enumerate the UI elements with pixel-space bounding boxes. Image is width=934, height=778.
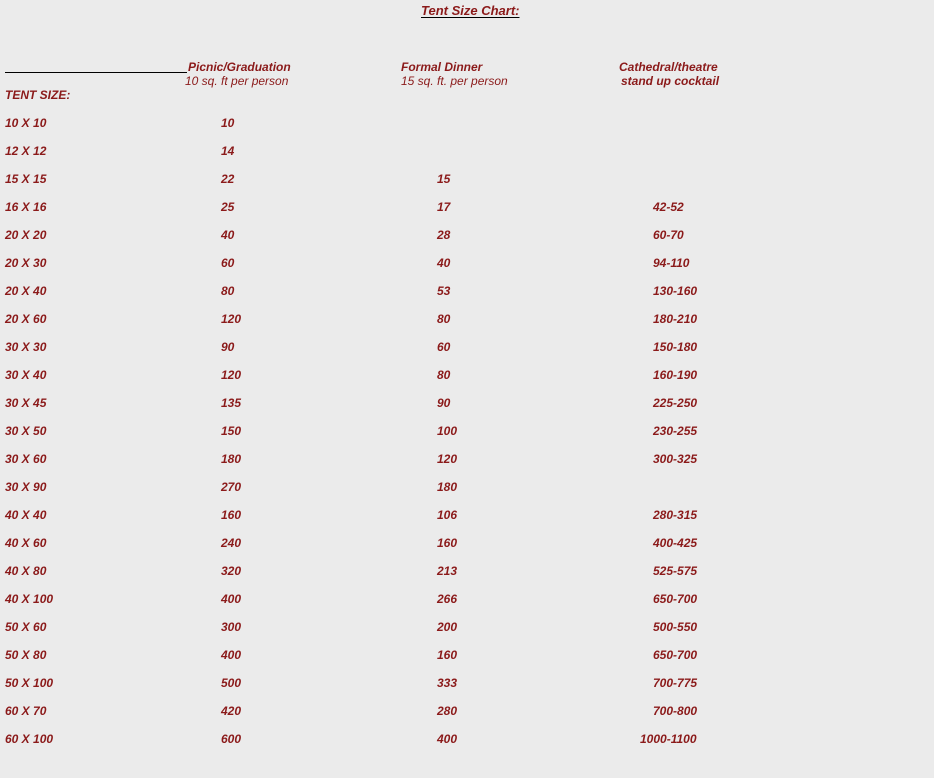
table-row [0,368,934,382]
cell-formal-capacity: 280 [437,704,458,718]
column-heading-picnic: Picnic/Graduation [188,60,291,74]
cell-tent-size: 40 X 60 [5,536,47,550]
cell-formal-capacity: 80 [437,368,451,382]
table-row [0,144,934,158]
cell-formal-capacity: 333 [437,676,458,690]
cell-formal-capacity: 120 [437,452,458,466]
cell-formal-capacity: 60 [437,340,451,354]
cell-tent-size: 30 X 60 [5,452,47,466]
cell-tent-size: 40 X 80 [5,564,47,578]
cell-cathedral-capacity: 150-180 [653,340,698,354]
cell-tent-size: 20 X 30 [5,256,47,270]
table-row [0,536,934,550]
column-subheading-formal: 15 sq. ft. per person [401,74,508,88]
cell-cathedral-capacity: 700-775 [653,676,698,690]
cell-tent-size: 30 X 40 [5,368,47,382]
cell-tent-size: 20 X 40 [5,284,47,298]
page-title: Tent Size Chart: [421,3,520,18]
column-heading-cathedral: Cathedral/theatre [619,60,718,74]
column-subheading-cathedral: stand up cocktail [621,74,720,88]
table-row [0,508,934,522]
cell-picnic-capacity: 180 [221,452,242,466]
column-heading-formal: Formal Dinner [401,60,483,74]
cell-formal-capacity: 28 [437,228,451,242]
cell-cathedral-capacity: 700-800 [653,704,698,718]
table-row [0,592,934,606]
cell-tent-size: 50 X 100 [5,676,54,690]
table-row [0,564,934,578]
cell-formal-capacity: 266 [437,592,458,606]
cell-picnic-capacity: 90 [221,340,235,354]
header-divider [5,72,187,73]
cell-tent-size: 50 X 60 [5,620,47,634]
cell-cathedral-capacity: 60-70 [653,228,684,242]
cell-tent-size: 30 X 30 [5,340,47,354]
cell-picnic-capacity: 10 [221,116,235,130]
cell-cathedral-capacity: 94-110 [653,256,690,270]
cell-cathedral-capacity: 130-160 [653,284,698,298]
cell-tent-size: 30 X 45 [5,396,47,410]
cell-picnic-capacity: 420 [221,704,242,718]
table-row [0,228,934,242]
cell-cathedral-capacity: 1000-1100 [640,732,697,746]
table-row [0,312,934,326]
cell-tent-size: 15 X 15 [5,172,47,186]
cell-cathedral-capacity: 300-325 [653,452,698,466]
cell-picnic-capacity: 400 [221,592,242,606]
cell-picnic-capacity: 22 [221,172,235,186]
cell-tent-size: 50 X 80 [5,648,47,662]
cell-formal-capacity: 160 [437,648,458,662]
cell-formal-capacity: 200 [437,620,458,634]
cell-cathedral-capacity: 230-255 [653,424,698,438]
cell-formal-capacity: 15 [437,172,451,186]
table-row [0,424,934,438]
table-row [0,200,934,214]
table-row [0,396,934,410]
column-subheading-picnic: 10 sq. ft per person [185,74,289,88]
column-heading-size: TENT SIZE: [5,88,71,102]
cell-formal-capacity: 100 [437,424,458,438]
cell-picnic-capacity: 25 [221,200,235,214]
cell-picnic-capacity: 400 [221,648,242,662]
cell-tent-size: 20 X 20 [5,228,47,242]
cell-cathedral-capacity: 180-210 [653,312,698,326]
cell-cathedral-capacity: 650-700 [653,592,698,606]
cell-picnic-capacity: 300 [221,620,242,634]
cell-cathedral-capacity: 400-425 [653,536,698,550]
table-row [0,284,934,298]
cell-formal-capacity: 17 [437,200,451,214]
table-row [0,732,934,746]
cell-formal-capacity: 160 [437,536,458,550]
cell-picnic-capacity: 120 [221,368,242,382]
cell-formal-capacity: 80 [437,312,451,326]
cell-tent-size: 30 X 90 [5,480,47,494]
cell-picnic-capacity: 500 [221,676,242,690]
cell-tent-size: 12 X 12 [5,144,47,158]
cell-tent-size: 40 X 40 [5,508,47,522]
table-row [0,704,934,718]
table-row [0,172,934,186]
cell-picnic-capacity: 160 [221,508,242,522]
cell-tent-size: 40 X 100 [5,592,54,606]
cell-tent-size: 10 X 10 [5,116,47,130]
cell-picnic-capacity: 40 [221,228,235,242]
cell-picnic-capacity: 135 [221,396,242,410]
cell-cathedral-capacity: 42-52 [653,200,684,214]
table-row [0,256,934,270]
cell-formal-capacity: 180 [437,480,458,494]
cell-picnic-capacity: 320 [221,564,242,578]
cell-formal-capacity: 213 [437,564,458,578]
table-row [0,620,934,634]
table-row [0,676,934,690]
cell-tent-size: 60 X 70 [5,704,47,718]
cell-picnic-capacity: 14 [221,144,235,158]
table-row [0,340,934,354]
cell-formal-capacity: 53 [437,284,451,298]
table-row [0,116,934,130]
cell-tent-size: 60 X 100 [5,732,54,746]
cell-formal-capacity: 40 [437,256,451,270]
cell-picnic-capacity: 240 [221,536,242,550]
cell-tent-size: 16 X 16 [5,200,47,214]
cell-cathedral-capacity: 650-700 [653,648,698,662]
table-row [0,452,934,466]
cell-picnic-capacity: 150 [221,424,242,438]
cell-cathedral-capacity: 160-190 [653,368,698,382]
table-row [0,648,934,662]
cell-cathedral-capacity: 525-575 [653,564,698,578]
cell-picnic-capacity: 120 [221,312,242,326]
cell-formal-capacity: 90 [437,396,451,410]
cell-formal-capacity: 106 [437,508,458,522]
cell-picnic-capacity: 60 [221,256,235,270]
cell-cathedral-capacity: 225-250 [653,396,698,410]
cell-picnic-capacity: 270 [221,480,242,494]
cell-picnic-capacity: 80 [221,284,235,298]
cell-cathedral-capacity: 280-315 [653,508,698,522]
cell-picnic-capacity: 600 [221,732,242,746]
table-row [0,480,934,494]
cell-tent-size: 30 X 50 [5,424,47,438]
cell-cathedral-capacity: 500-550 [653,620,698,634]
cell-tent-size: 20 X 60 [5,312,47,326]
cell-formal-capacity: 400 [437,732,458,746]
